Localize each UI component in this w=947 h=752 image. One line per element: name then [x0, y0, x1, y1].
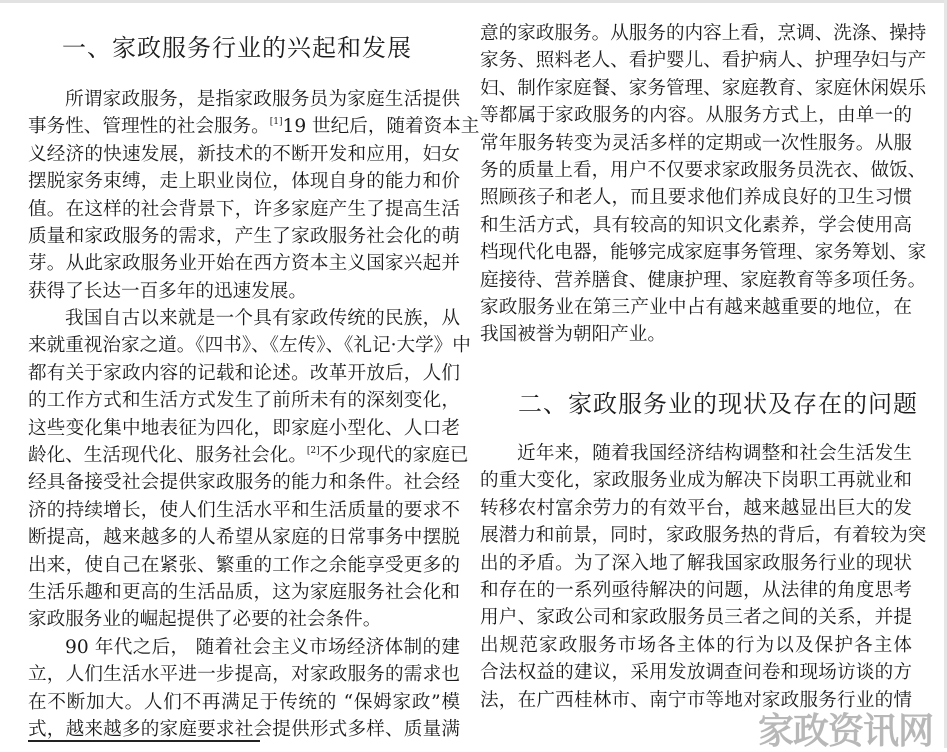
text-line: 家政服务业在第三产业中占有越来越重要的地位，在 [480, 296, 912, 318]
text-line: 妇、制作家庭餐、家务管理、家庭教育、家庭休闲娱乐 [480, 77, 927, 99]
text-line: 芽。从此家政服务业开始在西方资本主义国家兴起并 [28, 253, 460, 275]
text-segment: 事务性、管理性的社会服务。 [28, 116, 270, 138]
text-segment: 龄化、生活现代化、服务社会化。 [28, 444, 307, 466]
text-line: 出来，使自己在紧张、繁重的工作之余能享受更多的 [28, 554, 460, 576]
text-line: 获得了长达一百多年的迅速发展。 [28, 280, 307, 302]
text-line [28, 113, 480, 140]
text-line: 这些变化集中地表征为四化，即家庭小型化、人口老 [28, 417, 460, 439]
text-line: 出的矛盾。为了深入地了解我国家政服务行业的现状 [480, 552, 912, 574]
text-line: 常年服务转变为灵活多样的定期或一次性服务。从服 [480, 132, 912, 154]
text-line: 和生活方式，具有较高的知识文化素养，学会使用高 [480, 214, 912, 236]
paragraph [28, 634, 460, 744]
footnote-reference[interactable]: [2] [306, 445, 320, 456]
text-line: 合法权益的建议，采用发放调查问卷和现场访谈的方 [480, 662, 912, 684]
text-segment: 19 世纪后，随着资本主 [282, 116, 480, 138]
text-line: 来就重视治家之道。《四书》、《左传》、《礼记·大学》中 [28, 335, 471, 357]
section-heading-1: 一、家政服务行业的兴起和发展 [62, 34, 412, 62]
text-line: 生活乐趣和更高的生活品质，这为家庭服务社会化和 [28, 581, 460, 603]
text-line: 我国被誉为朝阳产业。 [480, 324, 666, 346]
text-line: 法，在广西桂林市、南宁市等地对家政服务行业的情 [480, 689, 912, 711]
text-line: 都有关于家政内容的记载和论述。改革开放后，人们 [28, 362, 460, 384]
text-line: 所谓家政服务，是指家政服务员为家庭生活提供 [65, 89, 460, 110]
text-line: 断提高，越来越多的人希望从家庭的日常事务中摆脱 [28, 527, 460, 549]
text-line: 展潜力和前景，同时，家政服务热的背后，有着较为突 [480, 525, 927, 547]
paragraph [28, 305, 471, 634]
text-line: 摆脱家务束缚，走上职业岗位，体现自身的能力和价 [28, 171, 460, 193]
text-line: 义经济的快速发展，新技术的不断开发和应用，妇女 [28, 143, 460, 165]
text-line: 庭接待、营养膳食、健康护理、家庭教育等多项任务。 [480, 269, 927, 291]
text-segment: 不少现代的家庭已 [319, 444, 469, 466]
watermark-logo: 家政资讯网 [758, 711, 934, 752]
paragraph [480, 20, 927, 349]
text-line: 照顾孩子和老人，而且要求他们养成良好的卫生习惯 [480, 187, 912, 209]
text-line: 出规范家政服务市场各主体的行为以及保护各主体 [480, 634, 912, 656]
page-top-border [0, 0, 947, 3]
text-line: 转移农村富余劳力的有效平台，越来越显出巨大的发 [480, 497, 912, 519]
text-line: 90 年代之后， 随着社会主义市场经济体制的建 [65, 637, 460, 658]
footnote-divider [28, 740, 260, 742]
text-line: 式，越来越多的家庭要求社会提供形式多样、质量满 [28, 719, 460, 741]
text-line: 等都属于家政服务的内容。从服务方式上，由单一的 [480, 105, 912, 127]
text-line: 用户、家政公司和家政服务员三者之间的关系，并提 [480, 607, 912, 629]
text-line: 经具备接受社会提供家政服务的能力和条件。社会经 [28, 472, 460, 494]
paragraph [28, 86, 480, 305]
text-line: 的重大变化，家政服务业成为解决下岗职工再就业和 [480, 470, 912, 492]
text-line: 在不断加大。人们不再满足于传统的 “保姆家政”模 [28, 691, 460, 713]
text-line: 近年来，随着我国经济结构调整和社会生活发生 [517, 443, 912, 464]
text-line: 立，人们生活水平进一步提高，对家政服务的需求也 [28, 664, 460, 686]
section-heading-2: 二、家政服务业的现状及存在的问题 [518, 390, 918, 418]
text-line: 务的质量上看，用户不仅要求家政服务员洗衣、做饭、 [480, 159, 927, 181]
paragraph [480, 440, 927, 714]
text-line: 质量和家政服务的需求，产生了家政服务社会化的萌 [28, 225, 460, 247]
text-line: 济的持续增长，使人们生活水平和生活质量的要求不 [28, 499, 460, 521]
text-line: 和存在的一系列亟待解决的问题，从法律的角度思考 [480, 579, 912, 601]
text-line: 家务、照料老人、看护婴儿、看护病人、护理孕妇与产 [480, 50, 927, 72]
text-line: 档现代化电器，能够完成家庭事务管理、家务筹划、家 [480, 242, 927, 264]
text-line: 意的家政服务。从服务的内容上看，烹调、洗涤、操持 [480, 23, 927, 44]
text-line: 值。在这样的社会背景下，许多家庭产生了提高生活 [28, 198, 460, 220]
text-line: 的工作方式和生活方式发生了前所未有的深刻变化， [28, 390, 460, 412]
footnote-reference[interactable]: [1] [269, 117, 283, 128]
text-line: 我国自古以来就是一个具有家政传统的民族，从 [65, 308, 460, 329]
text-line: 家政服务业的崛起提供了必要的社会条件。 [28, 609, 382, 631]
text-line [28, 442, 469, 469]
